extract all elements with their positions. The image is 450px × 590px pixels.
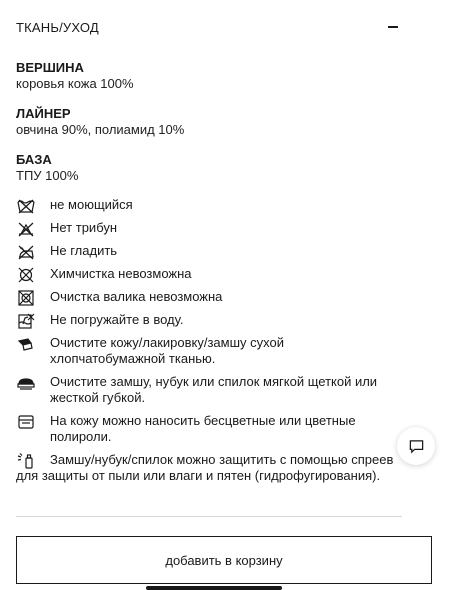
- material-base: [16, 152, 416, 184]
- do-not-roller-clean-icon: [16, 289, 36, 307]
- care-text: Очистите замшу, нубук или спилок мягкой щеткой или жесткой губкой.: [50, 374, 378, 405]
- collapse-icon[interactable]: [386, 20, 400, 34]
- care-text: Очистите кожу/лакировку/замшу сухой хлопчатобумажной тканью.: [50, 335, 284, 366]
- material-value: овчина 90%, полиамид 10%: [16, 122, 185, 137]
- material-value: ТПУ 100%: [16, 168, 79, 183]
- care-text: не моющийся: [50, 197, 133, 212]
- home-indicator: [146, 586, 282, 590]
- material-name: ВЕРШИНА: [16, 60, 84, 75]
- material-value: коровья кожа 100%: [16, 76, 134, 91]
- dry-cloth-icon: [16, 335, 36, 353]
- do-not-submerge-icon: [16, 312, 36, 330]
- add-to-cart-button[interactable]: добавить в корзину: [16, 536, 432, 584]
- do-not-tumble-dry-icon: [16, 220, 36, 238]
- care-text: Очистка валика невозможна: [50, 289, 223, 304]
- divider: [16, 516, 402, 517]
- care-text: Химчистка невозможна: [50, 266, 192, 281]
- do-not-dry-clean-icon: [16, 266, 36, 284]
- do-not-wash-icon: [16, 197, 36, 215]
- section-title: ТКАНЬ/УХОД: [16, 19, 99, 35]
- material-name: БАЗА: [16, 152, 52, 167]
- care-text: На кожу можно наносить бесцветные или цветные полироли.: [50, 413, 356, 444]
- polish-icon: [16, 413, 36, 431]
- soft-brush-icon: [16, 374, 36, 392]
- material-lining: [16, 106, 416, 138]
- care-text: Замшу/нубук/спилок можно защитить с помощью спреев для защиты от пыли или влаги и пятен (гидрофугирования).: [16, 452, 394, 483]
- care-text: Нет трибун: [50, 220, 118, 235]
- care-text: Не гладить: [50, 243, 118, 258]
- material-upper: [16, 60, 416, 92]
- care-text: Не погружайте в воду.: [50, 312, 184, 327]
- material-name: ЛАЙНЕР: [16, 106, 71, 121]
- chat-button[interactable]: [397, 427, 435, 465]
- do-not-iron-icon: [16, 243, 36, 261]
- fabric-care-header[interactable]: [16, 17, 400, 37]
- chat-icon: [408, 438, 425, 455]
